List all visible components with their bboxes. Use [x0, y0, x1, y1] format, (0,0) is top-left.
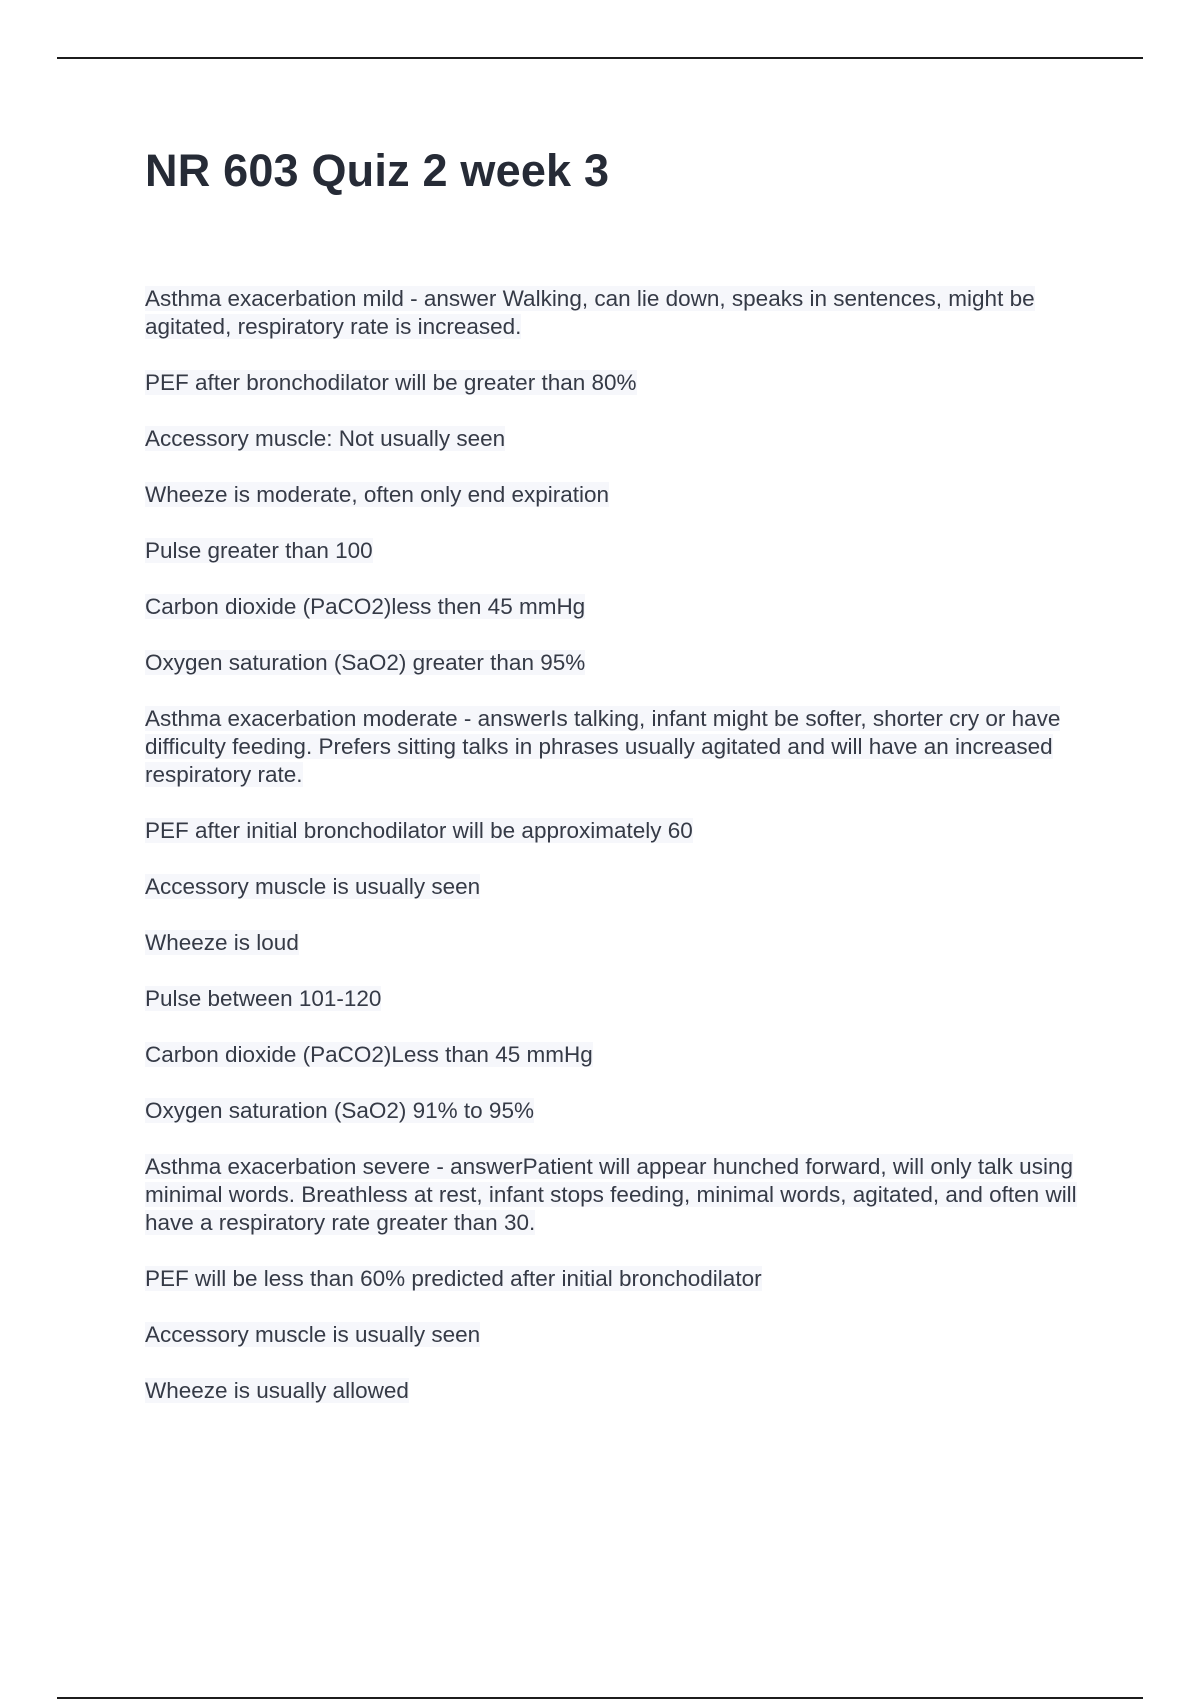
header-rule [57, 57, 1143, 59]
paragraph: Pulse between 101-120 [145, 986, 382, 1011]
paragraph: Accessory muscle is usually seen [145, 1322, 481, 1347]
paragraph: PEF after bronchodilator will be greater than 80% [145, 370, 637, 395]
paragraph: Wheeze is loud [145, 930, 299, 955]
paragraph: Wheeze is usually allowed [145, 1378, 409, 1403]
paragraph: Carbon dioxide (PaCO2)Less than 45 mmHg [145, 1042, 593, 1067]
paragraph: Accessory muscle: Not usually seen [145, 426, 506, 451]
paragraph: Carbon dioxide (PaCO2)less then 45 mmHg [145, 594, 586, 619]
page-title: NR 603 Quiz 2 week 3 [145, 145, 610, 196]
document-body [145, 285, 1080, 1433]
footer-rule [57, 1697, 1143, 1699]
paragraph: Wheeze is moderate, often only end expiration [145, 482, 610, 507]
paragraph: Oxygen saturation (SaO2) greater than 95% [145, 650, 586, 675]
paragraph: PEF will be less than 60% predicted after initial bronchodilator [145, 1266, 762, 1291]
paragraph-mild-exacerbation: Asthma exacerbation mild - answer Walking, can lie down, speaks in sentences, might be agitated, respiratory rate is increased. [145, 286, 1035, 339]
paragraph-severe-exacerbation: Asthma exacerbation severe - answerPatient will appear hunched forward, will only talk using minimal words. Breathless at rest, infant stops feeding, minimal words, agitated, and often will have a respiratory rate greater than 30. [145, 1154, 1077, 1235]
paragraph: Pulse greater than 100 [145, 538, 373, 563]
paragraph: PEF after initial bronchodilator will be approximately 60 [145, 818, 693, 843]
paragraph: Accessory muscle is usually seen [145, 874, 481, 899]
paragraph-moderate-exacerbation: Asthma exacerbation moderate - answerIs talking, infant might be softer, shorter cry or have difficulty feeding. Prefers sitting talks in phrases usually agitated and will have an increased respiratory rate. [145, 706, 1061, 787]
paragraph: Oxygen saturation (SaO2) 91% to 95% [145, 1098, 534, 1123]
